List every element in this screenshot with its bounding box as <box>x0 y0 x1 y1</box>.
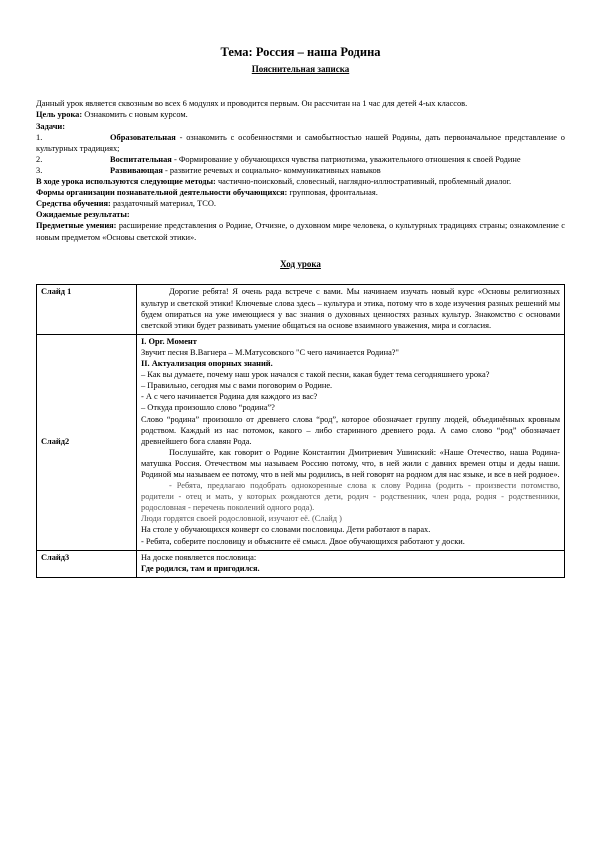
cognate-words-paragraph: - Ребята, предлагаю подобрать однокоренные слова к слову Родина (родить - произвести потомство, родители - отец и мать, у которых рождаются дети, родич - родственник, член рода, родня - родственники, родословная - перечень поколений одного рода). <box>141 481 560 513</box>
task-1-label: Образовательная <box>110 132 176 142</box>
means-text: раздаточный материал, ТСО. <box>110 199 216 209</box>
task-2-number: 2. <box>36 154 43 164</box>
forms-label: Формы организации познавательной деятельности обучающихся: <box>36 188 288 198</box>
question-line: - А с чего начинается Родина для каждого из вас? <box>141 392 318 402</box>
results-label: Ожидаемые результаты: <box>36 210 130 220</box>
subject-skills-paragraph <box>36 220 565 242</box>
table-row <box>37 285 565 334</box>
methods-paragraph <box>36 176 565 187</box>
song-line: Звучит песня В.Вагнера – М.Матусовского "С чего начинается Родина?" <box>141 347 399 357</box>
page-subtitle: Пояснительная записка <box>251 63 350 74</box>
task-2-text: - Формирование у обучающихся чувства патриотизма, уважительного отношения к своей Родине <box>171 154 521 164</box>
proverb-intro: На доске появляется пословица: <box>141 552 257 562</box>
task-3-number: 3. <box>36 165 43 175</box>
forms-paragraph <box>36 187 565 198</box>
tasks-label: Задачи: <box>36 121 66 131</box>
lesson-heading: Ход урока <box>280 258 321 269</box>
methods-text: частично-поисковый, словесный, наглядно-иллюстративный, проблемный диалог. <box>215 177 512 187</box>
slide-cell: Слайд2 <box>37 334 137 550</box>
subject-skills-label: Предметные умения: <box>36 221 117 231</box>
proverb-task-line: - Ребята, соберите пословицу и объясните её смысл. Двое обучающихся работают у доски. <box>141 536 465 546</box>
ushinsky-quote-paragraph: Послушайте, как говорит о Родине Константин Дмитриевич Ушинский: «Наше Отечество, наша Родина-матушка Россия. Отечеством мы называем Россию потому, что, в ней жили с давних времен отцы и деды наши. Родиной мы называем ее потому, что в ней мы родились, в ней говорят на родном для нас языке, и все в ней родное». <box>141 447 560 479</box>
org-moment: I. Орг. Момент <box>141 336 197 346</box>
task-2-label: Воспитательная <box>110 154 172 164</box>
question-line: – Откуда произошло слово “родина”? <box>141 403 275 413</box>
subject-skills-text: расширение представления о Родине, Отчизне, о духовном мире человека, о культурных традициях страны; ознакомление с новым предметом «Основы светской этики». <box>36 221 565 242</box>
task-3-text: - развитие речевых и социально- коммуникативных навыков <box>162 165 381 175</box>
methods-label: В ходе урока используются следующие методы: <box>36 177 216 187</box>
actualization-heading: II. Актуализация опорных знаний. <box>141 359 273 369</box>
question-line: – Правильно, сегодня мы с вами поговорим о Родине. <box>141 381 333 391</box>
task-1-number: 1. <box>36 132 43 142</box>
slide-cell: Слайд3 <box>37 550 137 577</box>
intro-paragraph: Данный урок является сквозным во всех 6 модулях и проводится первым. Он рассчитан на 1 час для детей 4-ых классов. <box>36 99 468 109</box>
table-row <box>37 550 565 577</box>
content-cell <box>137 285 565 334</box>
task-3 <box>36 165 565 176</box>
task-3-label: Развивающая <box>110 165 163 175</box>
means-paragraph <box>36 198 565 209</box>
forms-text: групповая, фронтальная. <box>287 188 378 198</box>
page-title: Тема: Россия – наша Родина <box>220 45 381 59</box>
task-2 <box>36 154 565 165</box>
slide-1-text: Дорогие ребята! Я очень рада встрече с вами. Мы начинаем изучать новый курс «Основы религиозных культур и светской этики! Ключевые слова здесь – культура и этика, потому что в ходе изучения разных решений мы будем опираться на уже имеющиеся у вас знания о духовных ценностях разных культур. Знакомство с основами светской этики будет развивать умение общаться на основе взаимного уважения, мира и согласия. <box>141 287 560 330</box>
goal-paragraph <box>36 109 565 120</box>
content-cell <box>137 550 565 577</box>
pedigree-line: Люди гордятся своей родословной, изучают её. (Слайд ) <box>141 514 342 524</box>
means-label: Средства обучения: <box>36 199 111 209</box>
rodina-origin-paragraph: Слово “родина” произошло от древнего слова “род”, которое обозначает группу людей, объединённых кровным родством. Каждый из нас потомок, какого – либо старинного древнего рода. А само слово “род” обозначает древнейшего бога славян Рода. <box>141 414 560 446</box>
task-1 <box>36 132 565 154</box>
content-cell <box>137 334 565 550</box>
goal-text: Ознакомить с новым курсом. <box>82 110 188 120</box>
slide-cell: Слайд 1 <box>37 285 137 334</box>
goal-label: Цель урока: <box>36 110 83 120</box>
table-row <box>37 334 565 550</box>
proverb-text: Где родился, там и пригодился. <box>141 563 260 573</box>
task-1-text: - ознакомить с особенностями и самобытностью нашей Родины, дать первоначальное представление о культурных традициях; <box>36 132 565 153</box>
lesson-table <box>36 284 565 577</box>
question-line: – Как вы думаете, почему наш урок начался с такой песни, какая будет тема сегодняшнего урока? <box>141 370 490 380</box>
envelope-line: На столе у обучающихся конверт со словами пословицы. Дети работают в парах. <box>141 525 431 535</box>
